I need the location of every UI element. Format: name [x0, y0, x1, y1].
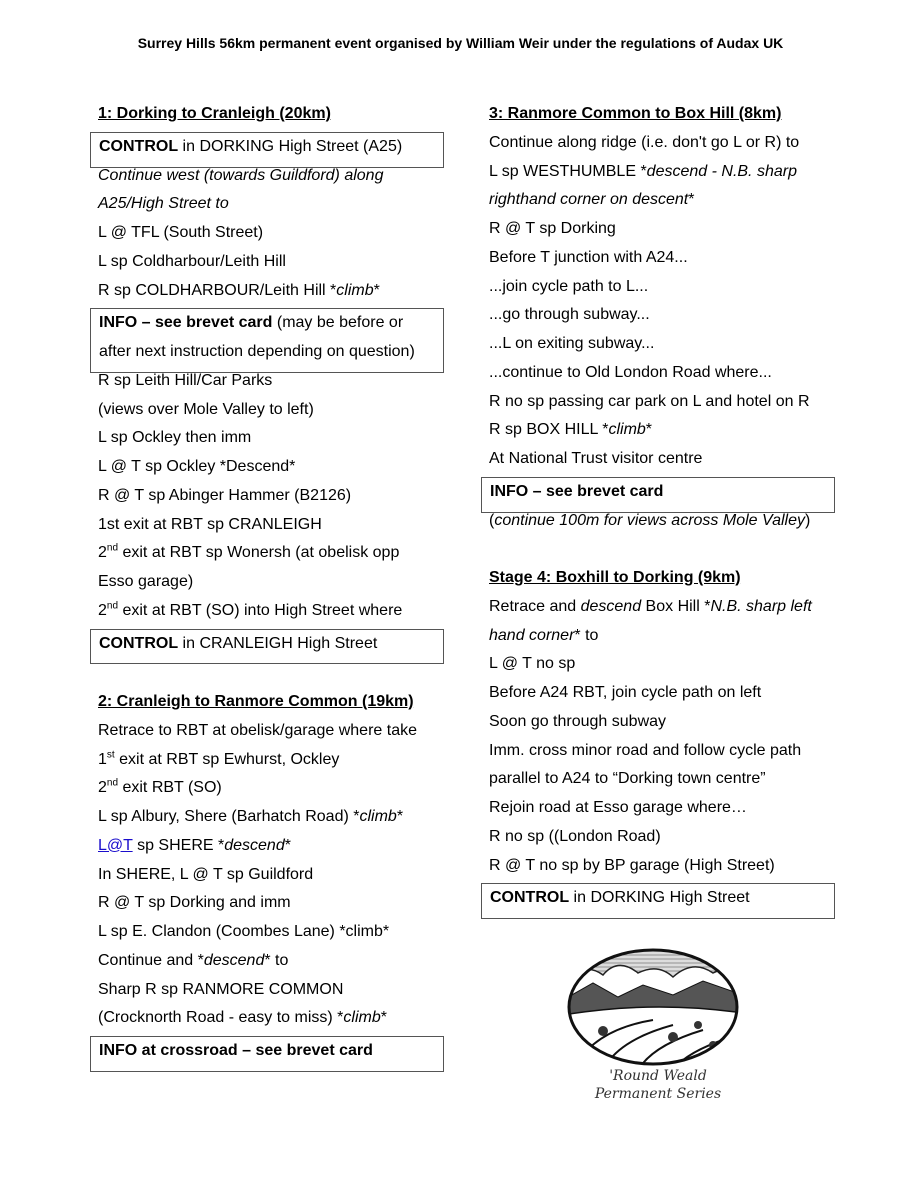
- instruction-text: climb: [359, 808, 397, 825]
- instruction-text: *: [380, 1009, 387, 1027]
- route-instruction: [90, 717, 450, 746]
- route-instruction: [481, 388, 841, 417]
- instruction-text: 2: [98, 779, 107, 797]
- route-instruction: [481, 823, 841, 852]
- instruction-text: Rejoin road at Esso garage where…: [489, 799, 747, 816]
- instruction-text: Continue west (towards Guildford) along: [98, 166, 384, 184]
- instruction-text: R @ T sp Dorking: [489, 220, 616, 237]
- instruction-text: R sp COLDHARBOUR/Leith Hill *: [98, 281, 337, 299]
- instruction-text: *: [688, 191, 695, 209]
- route-instruction: [481, 794, 841, 823]
- route-instruction: [481, 244, 841, 273]
- control-box: [90, 629, 444, 665]
- route-instruction: [482, 884, 834, 913]
- instruction-text: ...join cycle path to L...: [489, 277, 649, 295]
- info-box: [90, 1036, 444, 1072]
- instruction-text: after next instruction depending on question): [99, 343, 415, 360]
- route-instruction: [481, 359, 841, 388]
- instruction-text: 1: [98, 750, 107, 768]
- instruction-text: in DORKING High Street (A25): [178, 137, 403, 155]
- instruction-text: exit RBT (SO): [118, 779, 222, 797]
- route-instruction: [90, 162, 450, 191]
- instruction-text: In SHERE, L @ T sp Guildford: [98, 865, 314, 883]
- instruction-text: (: [489, 511, 495, 529]
- route-instruction: [481, 301, 841, 330]
- route-instruction: [90, 976, 450, 1005]
- instruction-text: Sharp R sp RANMORE COMMON: [98, 980, 344, 998]
- instruction-text: *: [645, 421, 653, 439]
- instruction-text: hand corner: [489, 626, 575, 644]
- instruction-text: nd: [106, 600, 119, 612]
- instruction-text: INFO – see brevet card: [490, 482, 664, 500]
- logo-caption-line1: 'Round Weald: [609, 1068, 707, 1084]
- instruction-text: Box Hill *: [641, 597, 711, 615]
- route-instruction: [91, 133, 443, 162]
- instruction-text: nd: [106, 777, 119, 789]
- instruction-text: ...continue to Old London Road where...: [489, 363, 772, 381]
- instruction-text: A25/High Street to: [98, 195, 229, 213]
- route-instruction: [90, 746, 450, 775]
- route-instruction: [90, 774, 450, 803]
- route-instruction: [90, 424, 450, 453]
- instruction-text: Before A24 RBT, join cycle path on left: [489, 684, 762, 701]
- instruction-text: *: [396, 808, 404, 825]
- instruction-text: (may be before or: [272, 314, 404, 332]
- route-instruction: [481, 650, 841, 679]
- route-instruction: [91, 1037, 443, 1066]
- logo-caption-line2: Permanent Series: [594, 1086, 722, 1102]
- instruction-text: (views over Mole Valley to left): [98, 400, 314, 418]
- instruction-text: At National Trust visitor centre: [489, 450, 703, 467]
- instruction-text: Continue and *: [98, 951, 204, 969]
- section-boxhill-to-dorking: [481, 564, 841, 913]
- section-title: 3: Ranmore Common to Box Hill (8km): [489, 105, 782, 122]
- control-box: [481, 883, 835, 919]
- route-instruction: [481, 765, 841, 794]
- instruction-text: nd: [106, 542, 119, 554]
- route-instruction: [481, 273, 841, 302]
- instruction-text: 1st exit at RBT sp CRANLEIGH: [98, 515, 322, 533]
- instruction-text: in DORKING High Street: [569, 889, 750, 907]
- instruction-text: CONTROL: [490, 889, 570, 907]
- route-instruction: [90, 803, 450, 832]
- info-box: [90, 308, 444, 373]
- instruction-text: exit at RBT (SO) into High Street where: [118, 601, 403, 619]
- instruction-text: 2: [98, 544, 107, 562]
- instruction-text: parallel to A24 to “Dorking town centre”: [489, 770, 766, 788]
- instruction-text: ...L on exiting subway...: [489, 335, 655, 352]
- instruction-text: L sp Coldharbour/Leith Hill: [98, 252, 286, 270]
- section-title: 2: Cranleigh to Ranmore Common (19km): [98, 693, 414, 710]
- instruction-text: * to: [264, 951, 289, 969]
- route-instruction: [481, 737, 841, 766]
- route-instruction: [481, 622, 841, 651]
- instruction-text: descend - N.B. sharp: [646, 162, 797, 180]
- instruction-text: L @ TFL (South Street): [98, 224, 264, 241]
- route-instruction: [481, 679, 841, 708]
- instruction-text: N.B. sharp left: [710, 597, 812, 615]
- instruction-text: ...go through subway...: [489, 306, 650, 324]
- instruction-text: climb: [343, 1009, 381, 1027]
- instruction-text: sp SHERE *: [132, 836, 225, 854]
- route-instruction: [481, 445, 841, 474]
- instruction-text: Soon go through subway: [489, 712, 667, 730]
- instruction-text: continue 100m for views across Mole Valley: [494, 511, 805, 529]
- instruction-text: R no sp passing car park on L and hotel on R: [489, 392, 810, 410]
- route-instruction: [90, 1004, 450, 1033]
- instruction-text: Esso garage): [98, 573, 194, 590]
- route-instruction: [90, 190, 450, 219]
- route-instruction: [481, 186, 841, 215]
- route-instruction: [481, 593, 841, 622]
- instruction-text: R @ T no sp by BP garage (High Street): [489, 856, 775, 874]
- route-instruction: [90, 568, 450, 597]
- instruction-text: climb: [336, 281, 374, 299]
- route-instruction: [482, 478, 834, 507]
- round-weald-logo: [563, 945, 743, 1110]
- instruction-text: L sp WESTHUMBLE *: [489, 162, 647, 180]
- route-instruction: [481, 507, 841, 536]
- instruction-text: Retrace and: [489, 597, 581, 615]
- instruction-text: exit at RBT sp Wonersh (at obelisk opp: [118, 544, 400, 562]
- section-title: Stage 4: Boxhill to Dorking (9km): [489, 569, 741, 586]
- instruction-text: L sp E. Clandon (Coombes Lane) *climb*: [98, 923, 390, 940]
- instruction-text: CONTROL: [99, 634, 179, 652]
- instruction-text: R no sp ((London Road): [489, 827, 661, 845]
- section-dorking-to-cranleigh: [90, 100, 450, 658]
- section-cranleigh-to-ranmore: [90, 688, 450, 1066]
- instruction-text: * to: [574, 626, 599, 644]
- instruction-text: *: [373, 281, 380, 299]
- instruction-text: R sp Leith Hill/Car Parks: [98, 371, 273, 389]
- instruction-text: Before T junction with A24...: [489, 248, 688, 266]
- instruction-text: ): [804, 511, 811, 529]
- instruction-text: st: [106, 749, 115, 761]
- route-instruction: [91, 309, 443, 338]
- instruction-text: Imm. cross minor road and follow cycle path: [489, 741, 802, 759]
- route-instruction: [90, 396, 450, 425]
- route-instruction: [481, 215, 841, 244]
- document-header: Surrey Hills 56km permanent event organised by William Weir under the regulations of Audax UK: [137, 35, 784, 51]
- instruction-text: descend: [224, 836, 285, 854]
- instruction-text: (Crocknorth Road - easy to miss) *: [98, 1009, 344, 1027]
- instruction-text: R @ T sp Dorking and imm: [98, 894, 291, 912]
- route-instruction: [91, 630, 443, 659]
- route-instruction: [91, 338, 443, 367]
- instruction-text: L @ T no sp: [489, 655, 576, 673]
- instruction-text: descend: [203, 951, 265, 969]
- instruction-text: L sp Albury, Shere (Barhatch Road) *: [98, 808, 360, 825]
- instruction-text: in CRANLEIGH High Street: [178, 634, 378, 652]
- section-ranmore-to-box-hill: [481, 100, 841, 535]
- route-instruction: [90, 219, 450, 248]
- route-instruction: [481, 158, 841, 187]
- route-instruction: [90, 367, 450, 396]
- instruction-text: R @ T sp Abinger Hammer (B2126): [98, 486, 352, 504]
- landscape-logo-icon: [563, 945, 743, 1070]
- instruction-text: 2: [98, 601, 107, 619]
- route-instruction: [481, 129, 841, 158]
- instruction-text: Retrace to RBT at obelisk/garage where take: [98, 721, 417, 739]
- route-instruction: [481, 852, 841, 881]
- section-title: 1: Dorking to Cranleigh (20km): [98, 105, 331, 122]
- instruction-text: exit at RBT sp Ewhurst, Ockley: [114, 750, 340, 768]
- route-instruction: [90, 539, 450, 568]
- instruction-text: R sp BOX HILL *: [489, 421, 609, 439]
- route-instruction: [90, 248, 450, 277]
- instruction-text: *: [284, 836, 291, 854]
- route-instruction: [90, 889, 450, 918]
- route-instruction: [90, 832, 450, 861]
- route-instruction: [90, 453, 450, 482]
- route-instruction: [90, 482, 450, 511]
- route-instruction: [90, 918, 450, 947]
- instruction-text: CONTROL: [99, 137, 179, 155]
- instruction-text: L @ T sp Ockley *Descend*: [98, 458, 296, 475]
- route-instruction: [90, 277, 450, 306]
- instruction-link[interactable]: L@T: [98, 836, 133, 854]
- instruction-text: righthand corner on descent: [489, 191, 689, 209]
- instruction-text: INFO – see brevet card: [99, 314, 273, 332]
- instruction-text: INFO at crossroad – see brevet card: [99, 1042, 373, 1059]
- instruction-text: Continue along ridge (i.e. don't go L or R) to: [489, 133, 800, 151]
- instruction-text: L sp Ockley then imm: [98, 429, 252, 447]
- route-instruction: [90, 947, 450, 976]
- route-instruction: [481, 330, 841, 359]
- route-instruction: [90, 861, 450, 890]
- route-instruction: [481, 416, 841, 445]
- route-instruction: [90, 511, 450, 540]
- instruction-text: descend: [580, 597, 642, 615]
- instruction-text: climb: [608, 421, 646, 439]
- route-instruction: [481, 708, 841, 737]
- route-instruction: [90, 597, 450, 626]
